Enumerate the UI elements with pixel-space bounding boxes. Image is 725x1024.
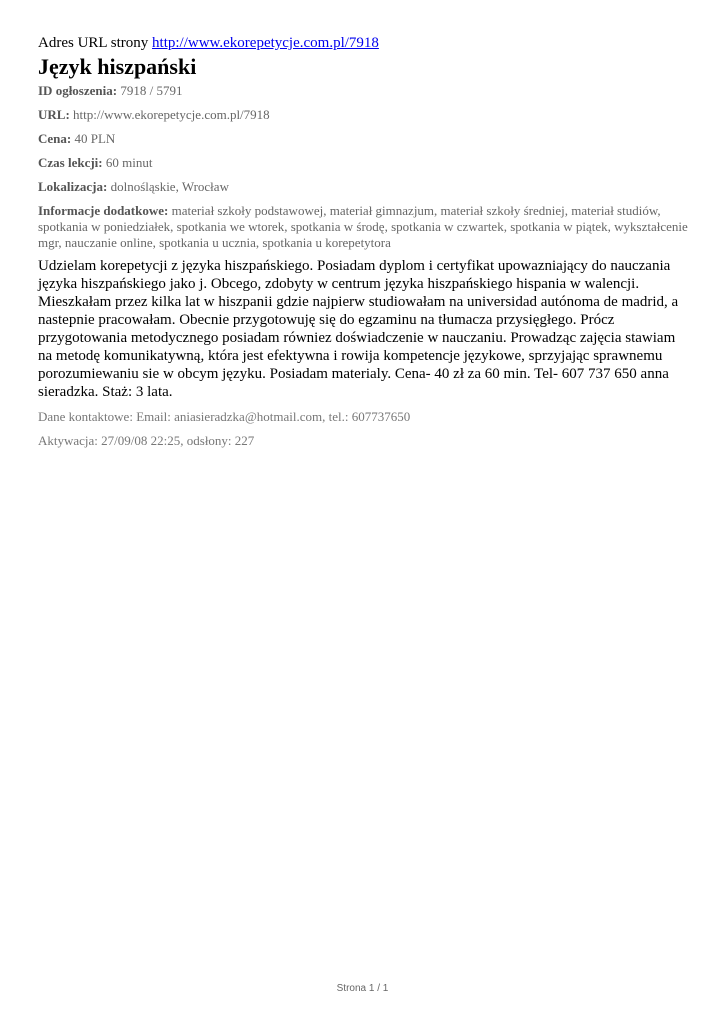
ad-description: Udzielam korepetycji z języka hiszpańskiego. Posiadam dyplom i certyfikat upowazniający do nauczania języka hiszpańskiego jako j. Obcego, zdobyty w centrum języka hiszpańskiego hispania w walencji. Mieszkałam przez kilka lat w hiszpanii gdzie najpierw studiowałam na universidad autónoma de madrid, a nastepnie pracowałam. Obecnie przygotowuję się do egzaminu na tłumacza przysięgłego. Prócz przygotowania metodycznego posiadam równiez doświadczenie w nauczaniu. Prowadząc zajęcia stawiam na metodę komunikatywną, która jest efektywna i rowija kompetencje językowe, sprzyjając sprawnemu porozumiewaniu sie w obcym języku. Posiadam materialy. Cena- 40 zł za 60 min. Tel- 607 737 650 anna sieradzka. Staż: 3 lata. <box>38 258 679 400</box>
page-url-link[interactable]: http://www.ekorepetycje.com.pl/7918 <box>152 35 379 51</box>
meta-additional-info <box>38 203 688 251</box>
page-url-line <box>38 34 688 53</box>
meta-price <box>38 131 688 147</box>
meta-duration <box>38 155 688 171</box>
meta-url-label: URL: <box>38 107 70 122</box>
meta-location-value: dolnośląskie, Wrocław <box>110 179 229 194</box>
meta-url-value: http://www.ekorepetycje.com.pl/7918 <box>73 107 270 122</box>
meta-info-label: Informacje dodatkowe: <box>38 203 169 218</box>
page-title: Język hiszpański <box>38 54 197 79</box>
meta-price-label: Cena: <box>38 131 72 146</box>
meta-location-label: Lokalizacja: <box>38 179 108 194</box>
meta-price-value: 40 PLN <box>74 131 116 146</box>
meta-id-value: 7918 / 5791 <box>120 83 183 98</box>
meta-id-label: ID ogłoszenia: <box>38 83 118 98</box>
contact-details: Dane kontaktowe: Email: aniasieradzka@hotmail.com, tel.: 607737650 <box>38 409 411 424</box>
page-footer: Strona 1 / 1 <box>336 983 389 994</box>
meta-duration-value: 60 minut <box>105 155 153 170</box>
meta-url <box>38 107 688 123</box>
url-prefix: Adres URL strony <box>38 35 149 51</box>
meta-location <box>38 179 688 195</box>
meta-duration-label: Czas lekcji: <box>38 155 103 170</box>
activation-info: Aktywacja: 27/09/08 22:25, odsłony: 227 <box>38 433 255 448</box>
meta-id <box>38 83 688 99</box>
document-page <box>38 34 688 449</box>
meta-info-value: materiał szkoły podstawowej, materiał gimnazjum, materiał szkoły średniej, materiał studiów, spotkania w poniedziałek, spotkania we wtorek, spotkania w środę, spotkania w czwartek, spotkania w piątek, wykształcenie mgr, nauczanie online, spotkania u ucznia, spotkania u korepetytora <box>38 203 688 250</box>
